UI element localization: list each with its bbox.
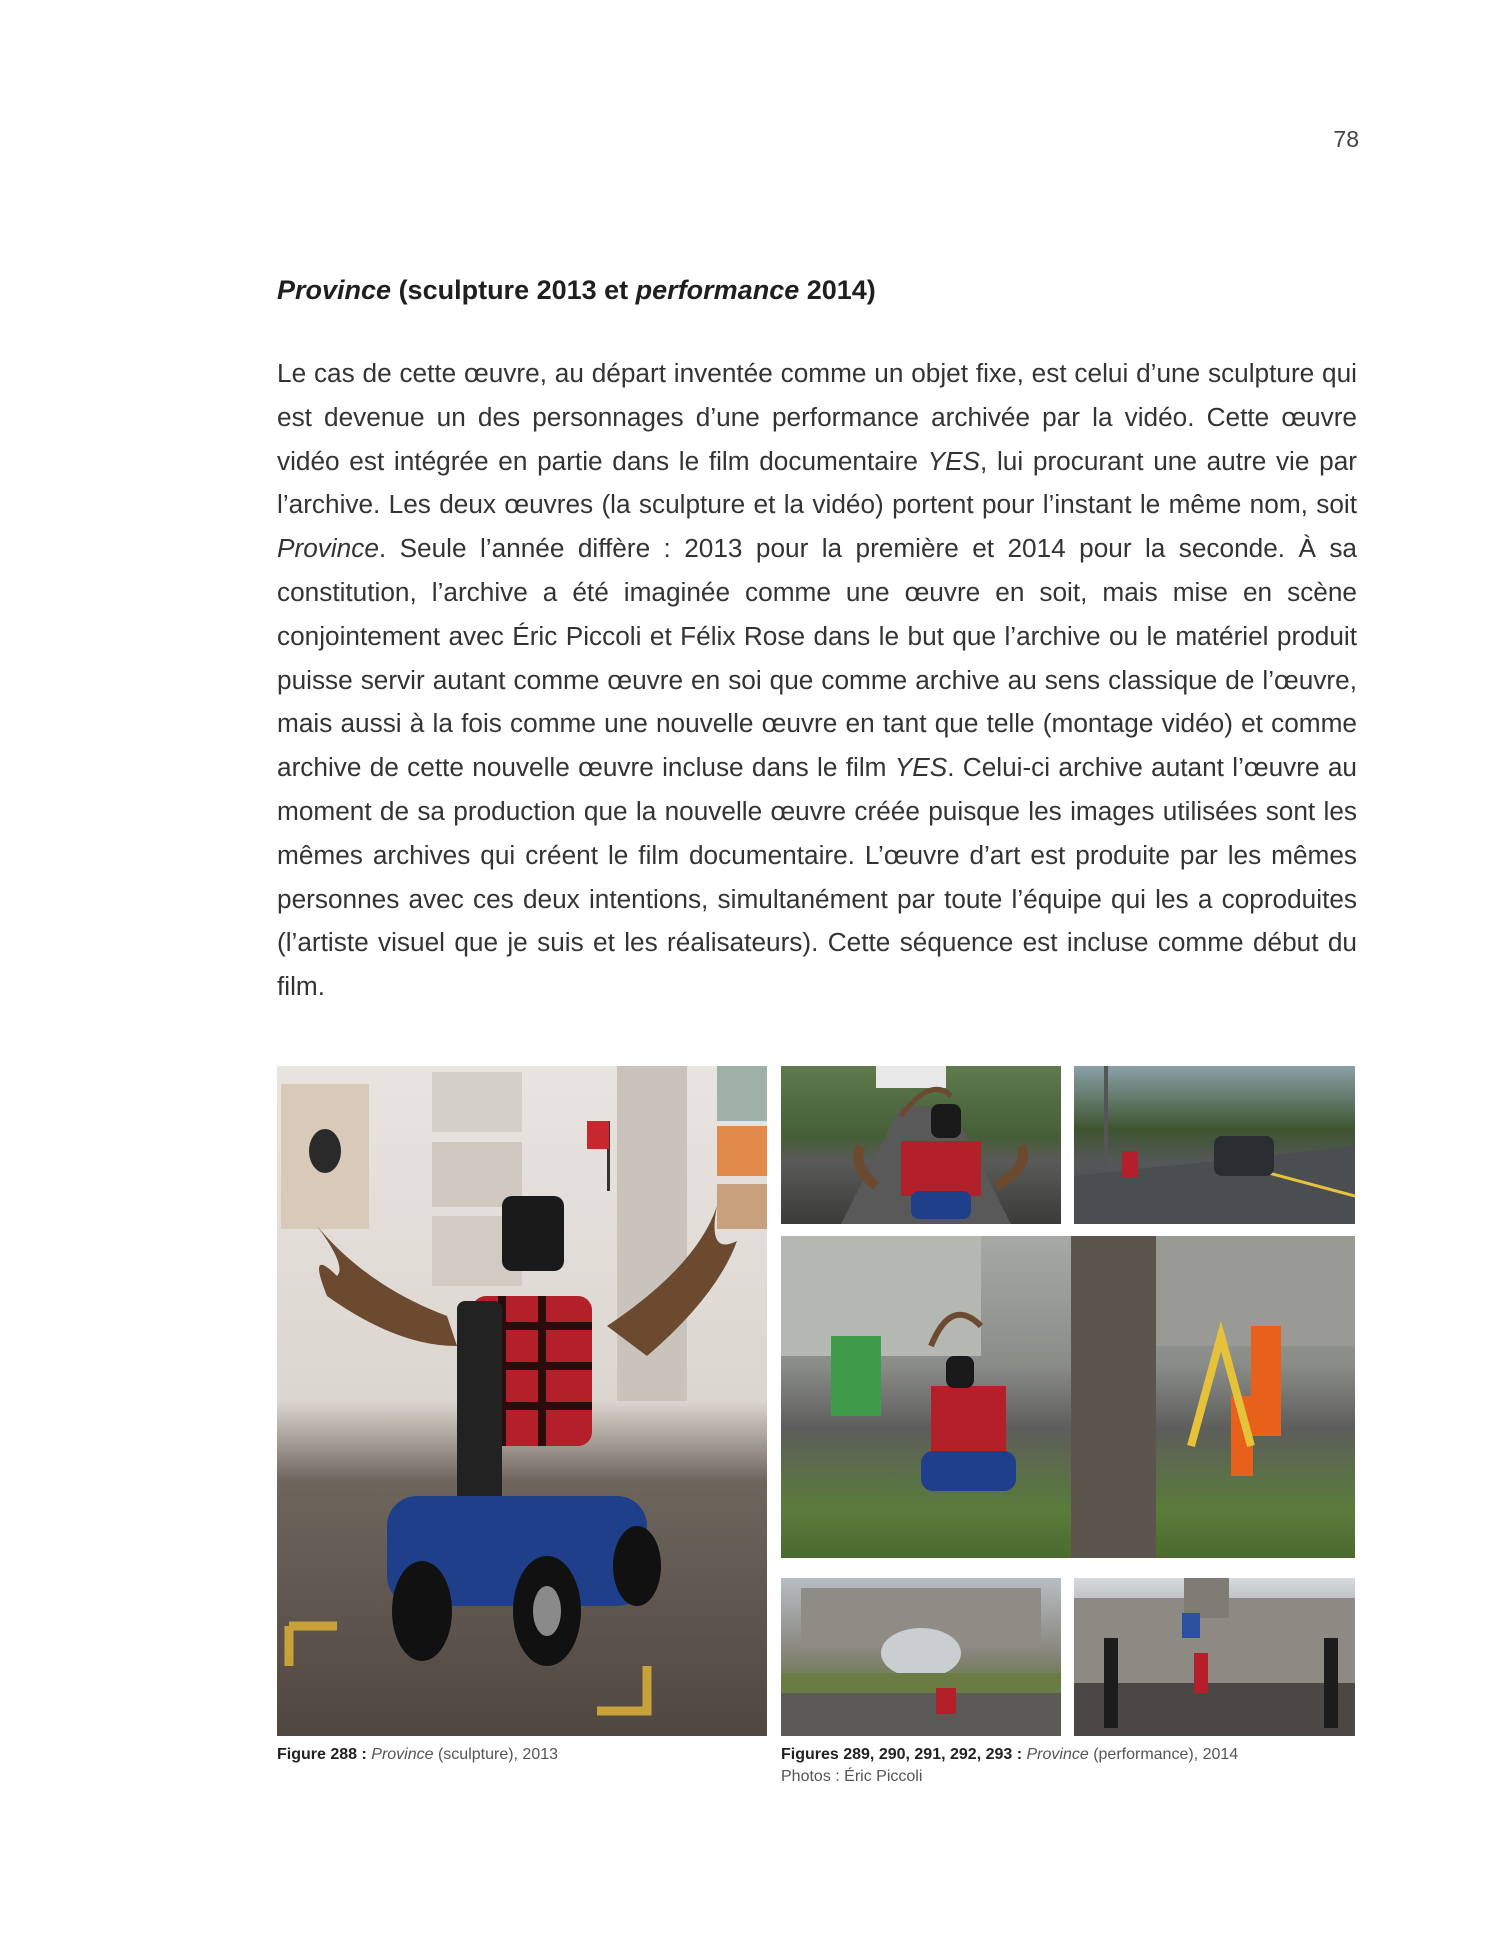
rider — [1122, 1151, 1138, 1177]
figure-290-photo — [1074, 1066, 1355, 1224]
figure-293-photo — [1074, 1578, 1355, 1736]
flag — [1182, 1613, 1200, 1638]
garden — [781, 1673, 1061, 1693]
figure-289-photo — [781, 1066, 1061, 1224]
gallery-scene-illustration — [277, 1066, 767, 1736]
figure-291-photo — [781, 1236, 1355, 1558]
floor-tape — [289, 1626, 337, 1666]
wall-artwork-figure — [309, 1129, 341, 1173]
tower — [1184, 1578, 1229, 1618]
scooter-wheel — [392, 1561, 452, 1661]
house — [876, 1066, 946, 1088]
body-text-3: . Seule l’année diffère : 2013 pour la première et 2014 pour la seconde. À sa constitution, l’archive a été imaginée comme une œuvre en soit, mais mise en scène conjointement avec Éric Piccoli et Félix Rose dans le but que l’archive ou le matériel produit puisse servir autant comme œuvre en soi que comme archive au sens classique de l’œuvre, mais aussi à la fois comme une nouvelle œuvre en tant que telle (montage vidéo) et comme archive de cette nouvelle œuvre incluse dans le film — [277, 533, 1357, 783]
car — [1214, 1136, 1274, 1176]
body-text-1: Le cas de cette œuvre, au départ inventée comme un objet fixe, est celui d’une sculpture qui est devenue un des personnages d’une performance archivée par la vidéo. Cette œuvre vidéo est intégrée en partie dans le film documentaire — [277, 358, 1357, 476]
caption-label: Figures 289, 290, 291, 292, 293 : — [781, 1746, 1023, 1763]
flag — [587, 1121, 609, 1149]
title-work: Province — [277, 275, 392, 305]
tartan-rider — [901, 1141, 981, 1196]
wall-artwork — [432, 1072, 522, 1132]
person-green-shirt — [831, 1336, 881, 1416]
body-paragraph — [277, 352, 1357, 1009]
figure-288-caption — [277, 1744, 767, 1766]
rider — [936, 1688, 956, 1714]
scooter — [911, 1191, 971, 1219]
plaza — [781, 1693, 1061, 1736]
body-italic-2: Province — [277, 533, 379, 564]
bollard — [1324, 1638, 1338, 1728]
utility-pole — [1104, 1066, 1108, 1166]
figure-288-photo — [277, 1066, 767, 1736]
body-italic-1: YES — [927, 445, 981, 476]
floor-tape — [597, 1666, 647, 1711]
tree-trunk — [1071, 1236, 1156, 1558]
caption-work: Province — [1026, 1746, 1089, 1763]
wall-artwork — [717, 1184, 767, 1229]
fountain-scene-illustration — [781, 1578, 1061, 1736]
wheel-hub — [533, 1586, 561, 1636]
title-italic: performance — [635, 275, 800, 305]
figures-289-293-caption — [781, 1744, 1355, 1788]
street-scene-illustration — [1074, 1066, 1355, 1224]
photo-credit: Photos : Éric Piccoli — [781, 1768, 923, 1785]
sidewalk-scene-illustration — [781, 1236, 1355, 1558]
body-italic-3: YES — [894, 752, 948, 783]
title-part1: (sculpture 2013 et — [391, 275, 636, 305]
caption-label: Figure 288 : — [277, 1746, 367, 1763]
parliament-scene-illustration — [1074, 1578, 1355, 1736]
wall-artwork — [717, 1126, 767, 1176]
scooter — [921, 1451, 1016, 1491]
caption-work: Province — [371, 1746, 434, 1763]
tartan-rider — [931, 1386, 1006, 1456]
mask-head — [946, 1356, 974, 1388]
page-number: 78 — [1333, 126, 1359, 152]
caption-rest: (performance), 2014 — [1088, 1746, 1239, 1763]
scooter-headrest — [502, 1196, 564, 1271]
wall-artwork — [717, 1066, 767, 1121]
mask-head — [931, 1104, 961, 1138]
driveway-scene-illustration — [781, 1066, 1061, 1224]
scooter-wheel — [613, 1526, 661, 1606]
body-text-4: . Celui-ci archive autant l’œuvre au moment de sa production que la nouvelle œuvre créée puisque les images utilisées sont les mêmes archives qui créent le film documentaire. L’œuvre d’art est produite par les mêmes personnes avec ces deux intentions, simultanément par toute l’équipe qui les a coproduites (l’artiste visuel que je suis et les réalisateurs). Cette séquence est incluse comme début du film. — [277, 752, 1357, 1002]
fountain — [881, 1628, 961, 1678]
figure-292-photo — [781, 1578, 1061, 1736]
caption-rest: (sculpture), 2013 — [433, 1746, 559, 1763]
title-part2: 2014) — [799, 275, 876, 305]
bollard — [1104, 1638, 1118, 1728]
section-title — [277, 275, 1357, 306]
standing-figure — [1194, 1653, 1208, 1693]
traffic-cone — [1251, 1326, 1281, 1436]
body-text-2: , lui procurant une autre vie par l’archive. Les deux œuvres (la sculpture et la vidéo) portent pour l’instant le même nom, soit — [277, 445, 1357, 520]
